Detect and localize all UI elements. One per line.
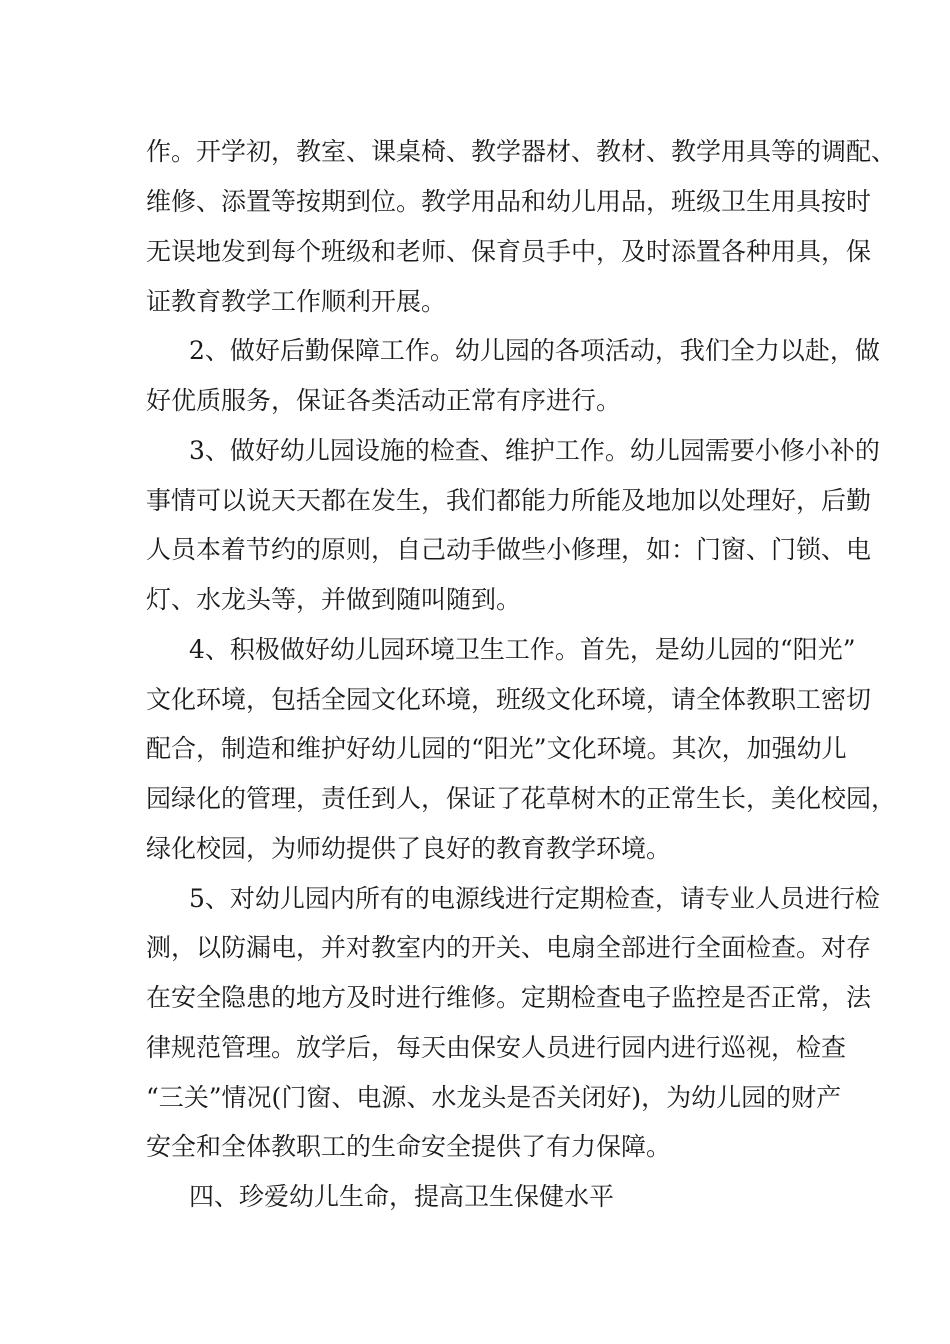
text-line: 律规范管理。放学后，每天由保安人员进行园内进行巡视，检查 xyxy=(146,1033,847,1062)
text-line: 灯、水龙头等，并做到随叫随到。 xyxy=(146,585,522,614)
text-line: 安全和全体教职工的生命安全提供了有力保障。 xyxy=(146,1132,672,1161)
text-line: “三关”情况(门窗、电源、水龙头是否关闭好)，为幼儿园的财产 xyxy=(146,1083,842,1112)
text-line: 5、对幼儿园内所有的电源线进行定期检查，请专业人员进行检 xyxy=(189,884,880,913)
text-line: 3、做好幼儿园设施的检查、维护工作。幼儿园需要小修小补的 xyxy=(189,436,880,465)
text-line: 2、做好后勤保障工作。幼儿园的各项活动，我们全力以赴，做 xyxy=(189,336,880,365)
section-heading: 四、珍爱幼儿生命，提高卫生保健水平 xyxy=(189,1182,615,1211)
text-line: 文化环境，包括全园文化环境，班级文化环境，请全体教职工密切 xyxy=(146,685,872,714)
text-line: 好优质服务，保证各类活动正常有序进行。 xyxy=(146,386,622,415)
text-line: 园绿化的管理，责任到人，保证了花草树木的正常生长，美化校园， xyxy=(146,784,897,813)
text-line: 配合，制造和维护好幼儿园的“阳光”文化环境。其次，加强幼儿 xyxy=(146,734,847,763)
text-line: 绿化校园，为师幼提供了良好的教育教学环境。 xyxy=(146,834,672,863)
text-line: 测，以防漏电，并对教室内的开关、电扇全部进行全面检查。对存 xyxy=(146,933,872,962)
text-line: 无误地发到每个班级和老师、保育员手中，及时添置各种用具，保 xyxy=(146,237,872,266)
text-line: 维修、添置等按期到位。教学用品和幼儿用品，班级卫生用具按时 xyxy=(146,187,872,216)
text-line: 证教育教学工作顺利开展。 xyxy=(146,287,447,316)
text-line: 在安全隐患的地方及时进行维修。定期检查电子监控是否正常，法 xyxy=(146,983,872,1012)
text-line: 4、积极做好幼儿园环境卫生工作。首先，是幼儿园的“阳光” xyxy=(189,635,856,664)
text-line: 人员本着节约的原则，自己动手做些小修理，如：门窗、门锁、电 xyxy=(146,535,872,564)
text-line: 作。开学初，教室、课桌椅、教学器材、教材、教学用具等的调配、 xyxy=(146,137,897,166)
text-line: 事情可以说天天都在发生，我们都能力所能及地加以处理好，后勤 xyxy=(146,486,872,515)
